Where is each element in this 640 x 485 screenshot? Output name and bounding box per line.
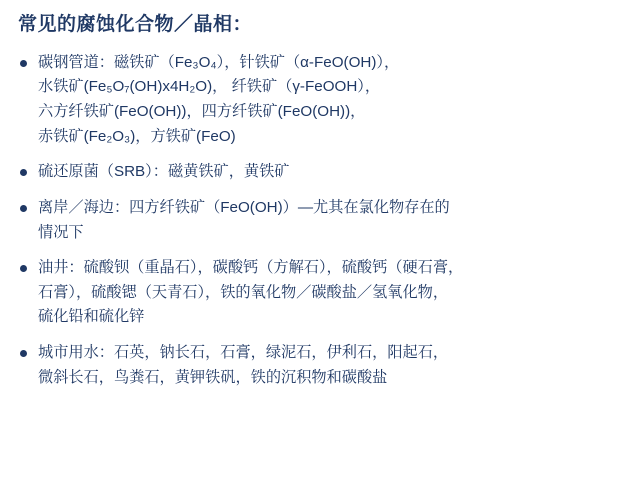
bullet-line: 六方纤铁矿(FeO(OH))，四方纤铁矿(FeO(OH))， <box>38 103 366 121</box>
bullet-line: 硫化铅和硫化锌 <box>38 308 145 326</box>
bullet-line: 微斜长石，鸟粪石，黄钾铁矾，铁的沉积物和碳酸盐 <box>38 368 388 386</box>
bullet-line: 油井：硫酸钡（重晶石），碳酸钙（方解石），硫酸钙（硬石膏， <box>38 259 464 277</box>
bullet-carbon-steel-pipeline <box>16 51 624 150</box>
bullet-offshore-seaside <box>16 196 624 245</box>
bullet-line: 碳钢管道：磁铁矿（Fe₃O₄），针铁矿（α-FeO(OH)）， <box>38 53 400 71</box>
bullet-city-water <box>16 341 624 390</box>
page-title: 常见的腐蚀化合物／晶相： <box>18 14 253 35</box>
bullet-line: 情况下 <box>38 223 84 241</box>
bullet-line: 离岸／海边：四方纤铁矿（FeO(OH)）—尤其在氯化物存在的 <box>38 198 450 216</box>
bullet-srb-bacteria <box>16 160 624 185</box>
bullet-line: 水铁矿(Fe₅O₇(OH)x4H₂O)， 纤铁矿（γ-FeOOH）， <box>38 78 381 96</box>
bullet-line: 城市用水：石英，钠长石，石膏，绿泥石，伊利石，阳起石， <box>38 344 449 362</box>
bullet-line: 赤铁矿(Fe₂O₃)，方铁矿(FeO) <box>38 127 236 145</box>
bullet-list <box>16 51 624 391</box>
bullet-oil-well <box>16 256 624 330</box>
bullet-line: 硫还原菌（SRB）：磁黄铁矿，黄铁矿 <box>38 163 290 181</box>
bullet-line: 石膏），硫酸锶（天青石），铁的氧化物／碳酸盐／氢氧化物， <box>38 283 449 301</box>
